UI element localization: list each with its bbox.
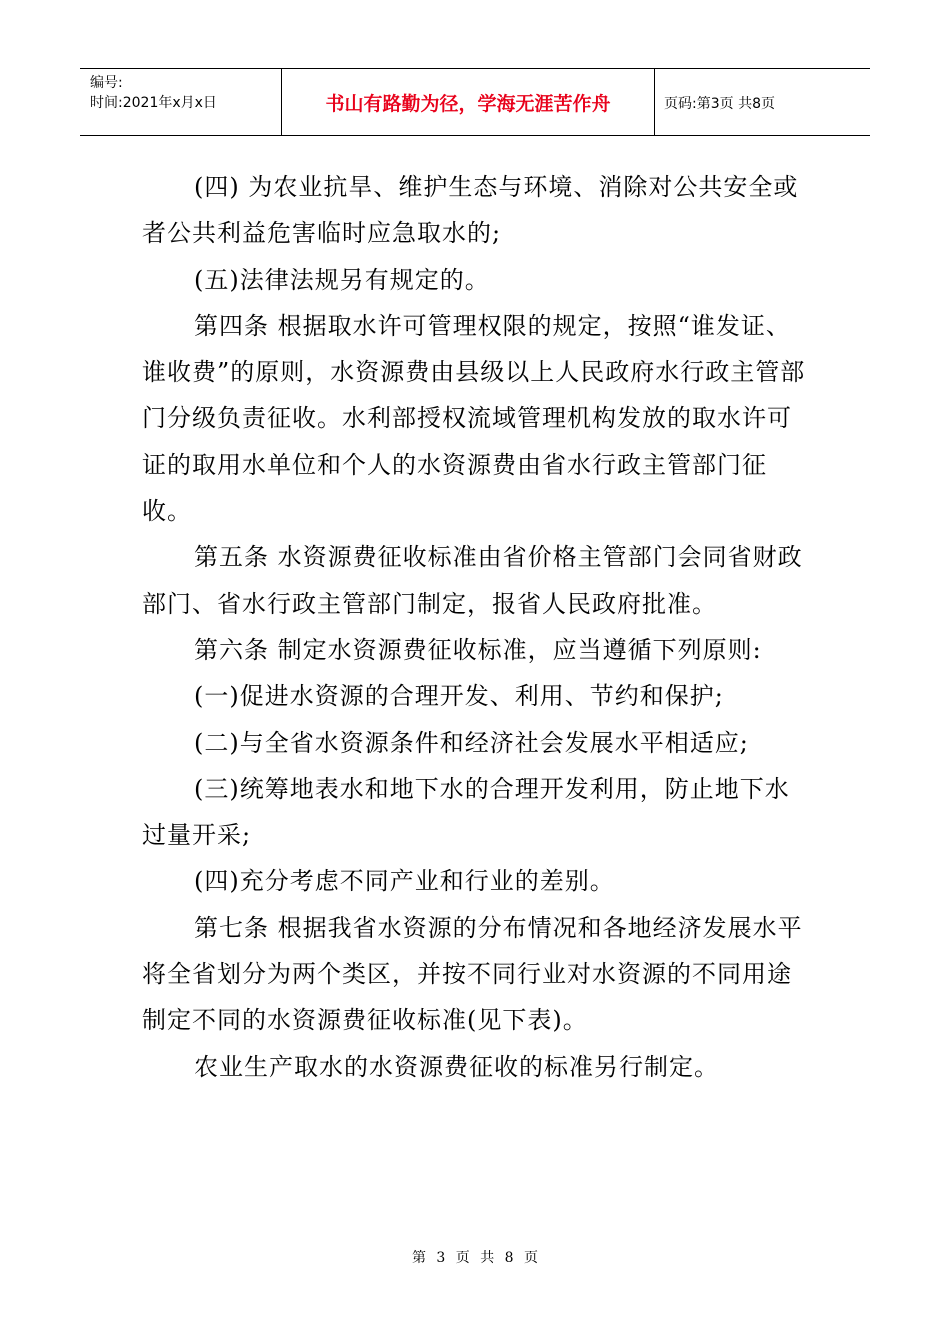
header-divider [654,69,655,135]
paragraph: (四) 为农业抗旱、维护生态与环境、消除对公共安全或者公共利益危害临时应急取水的; [142,173,799,248]
paragraph: 第六条 制定水资源费征收标准，应当遵循下列原则: [194,635,762,664]
paragraph: 第四条 根据取水许可管理权限的规定，按照“谁发证、谁收费”的原则，水资源费由县级以上人民政府水行政主管部门分级负责征收。水利部授权流域管理机构发放的取水许可证的取用水单位和个人的水资源费由省水行政主管部门征收。 [142,311,806,526]
page-footer: 第 3 页 共 8 页 [411,1250,539,1266]
page-header [80,68,870,136]
paragraph: 农业生产取水的水资源费征收的标准另行制定。 [194,1052,719,1081]
header-page-number: 页码:第3页 共8页 [664,96,775,112]
document-number: 编号: [90,75,123,91]
header-meta [90,73,217,113]
document-date: 时间:2021年x月x日 [90,95,217,111]
document-body [142,164,807,1090]
paragraph: (五)法律法规另有规定的。 [194,265,490,294]
paragraph: 第七条 根据我省水资源的分布情况和各地经济发展水平将全省划分为两个类区，并按不同行业对水资源的不同用途制定不同的水资源费征收标准(见下表)。 [142,913,803,1035]
header-motto: 书山有路勤为径，学海无涯苦作舟 [325,93,611,115]
paragraph: (四)充分考虑不同产业和行业的差别。 [194,867,615,896]
paragraph: 第五条 水资源费征收标准由省价格主管部门会同省财政部门、省水行政主管部门制定，报省人民政府批准。 [142,543,803,618]
paragraph: (一)促进水资源的合理开发、利用、节约和保护; [194,682,724,711]
paragraph: (二)与全省水资源条件和经济社会发展水平相适应; [194,728,749,757]
paragraph: (三)统筹地表水和地下水的合理开发利用，防止地下水过量开采; [142,774,790,850]
